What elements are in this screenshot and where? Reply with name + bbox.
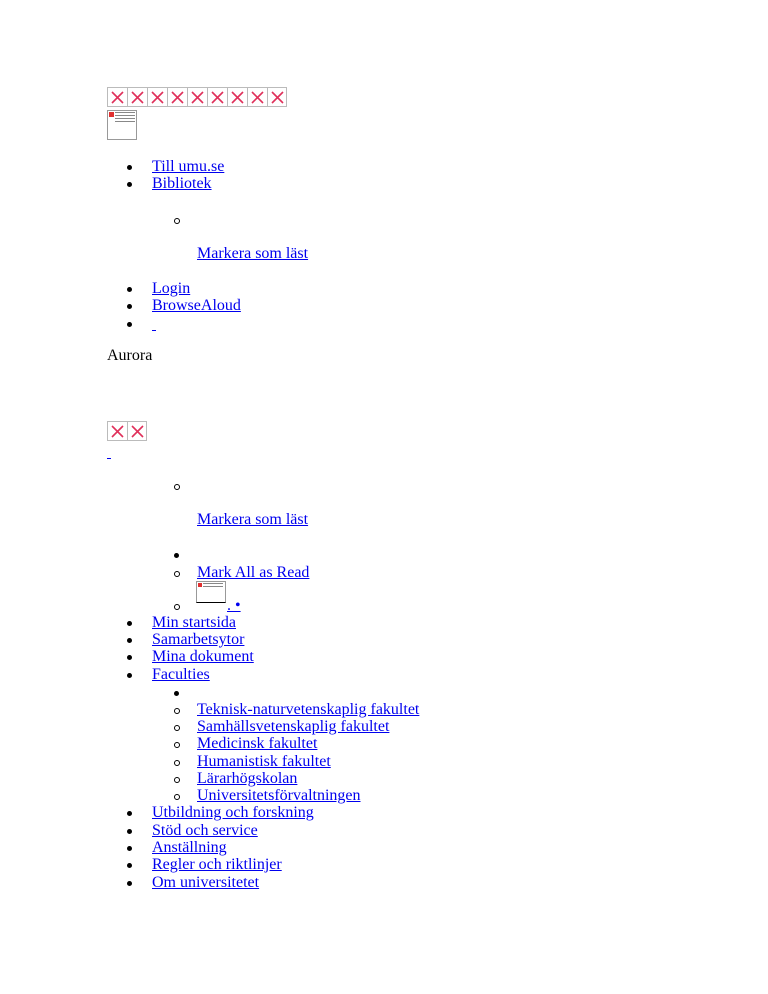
broken-image-placeholder — [107, 110, 137, 140]
list-bullet-circle — [174, 484, 180, 490]
broken-image-icon — [127, 87, 147, 107]
nav-mina-dokument[interactable]: Mina dokument — [152, 648, 254, 665]
mark-as-read-link[interactable]: Markera som läst — [197, 245, 309, 262]
list-bullet — [127, 621, 132, 626]
list-bullet-circle — [174, 218, 180, 224]
list-bullet-circle — [174, 742, 180, 748]
empty-link-2[interactable] — [107, 443, 111, 459]
list-bullet — [174, 691, 179, 696]
nav-om-universitetet[interactable]: Om universitetet — [152, 874, 260, 891]
link-browsealoud[interactable]: BrowseAloud — [152, 297, 241, 314]
list-bullet-circle — [174, 604, 180, 610]
faculty-lararhogskolan[interactable]: Lärarhögskolan — [197, 770, 298, 787]
faculty-humanistisk[interactable]: Humanistisk fakultet — [197, 753, 331, 770]
list-bullet — [127, 673, 132, 678]
broken-image-row — [107, 87, 287, 107]
link-till-umu[interactable]: Till umu.se — [152, 158, 225, 175]
placeholder-lines — [203, 583, 223, 589]
link-bibliotek[interactable]: Bibliotek — [152, 175, 212, 192]
list-bullet — [127, 811, 132, 816]
dot-link[interactable]: . • — [227, 597, 241, 614]
faculty-medicinsk[interactable]: Medicinsk fakultet — [197, 735, 318, 752]
list-bullet — [127, 829, 132, 834]
broken-image-icon — [107, 87, 127, 107]
list-bullet-circle — [174, 725, 180, 731]
broken-image-icon — [127, 421, 147, 441]
broken-image-marker-icon — [198, 583, 202, 587]
broken-image-icon — [267, 87, 287, 107]
list-bullet — [174, 553, 179, 558]
broken-image-icon — [147, 87, 167, 107]
list-bullet — [127, 846, 132, 851]
mark-as-read-link-2[interactable]: Markera som läst — [197, 511, 309, 528]
broken-image-icon — [247, 87, 267, 107]
faculty-samhall[interactable]: Samhällsvetenskaplig fakultet — [197, 718, 390, 735]
nav-anstallning[interactable]: Anställning — [152, 839, 227, 856]
list-bullet-circle — [174, 760, 180, 766]
list-bullet — [127, 287, 132, 292]
list-bullet — [127, 638, 132, 643]
list-bullet-circle — [174, 794, 180, 800]
nav-stod-och-service[interactable]: Stöd och service — [152, 822, 258, 839]
nav-regler[interactable]: Regler och riktlinjer — [152, 856, 282, 873]
broken-image-icon — [167, 87, 187, 107]
placeholder-lines — [115, 112, 135, 124]
nav-min-startsida[interactable]: Min startsida — [152, 614, 236, 631]
link-login[interactable]: Login — [152, 280, 191, 297]
faculty-universitetsforvaltningen[interactable]: Universitetsförvaltningen — [197, 787, 361, 804]
list-bullet — [127, 304, 132, 309]
broken-image-icon — [187, 87, 207, 107]
list-bullet — [127, 881, 132, 886]
broken-image-placeholder-small — [196, 581, 226, 603]
list-bullet — [127, 322, 132, 327]
nav-samarbetsytor[interactable]: Samarbetsytor — [152, 631, 245, 648]
list-bullet — [127, 182, 132, 187]
list-bullet-circle — [174, 777, 180, 783]
empty-link[interactable] — [152, 315, 156, 331]
broken-image-icon — [227, 87, 247, 107]
site-title: Aurora — [107, 347, 153, 364]
list-bullet-circle — [174, 708, 180, 714]
broken-image-row-2 — [107, 421, 147, 441]
list-bullet — [127, 863, 132, 868]
list-bullet — [127, 165, 132, 170]
broken-image-marker-icon — [109, 112, 114, 117]
list-bullet — [127, 655, 132, 660]
broken-image-icon — [207, 87, 227, 107]
nav-faculties[interactable]: Faculties — [152, 666, 210, 683]
mark-all-read-link[interactable]: Mark All as Read — [197, 564, 310, 581]
broken-image-icon — [107, 421, 127, 441]
list-bullet-circle — [174, 571, 180, 577]
nav-utbildning[interactable]: Utbildning och forskning — [152, 804, 314, 821]
faculty-teknisk[interactable]: Teknisk-naturvetenskaplig fakultet — [197, 701, 420, 718]
